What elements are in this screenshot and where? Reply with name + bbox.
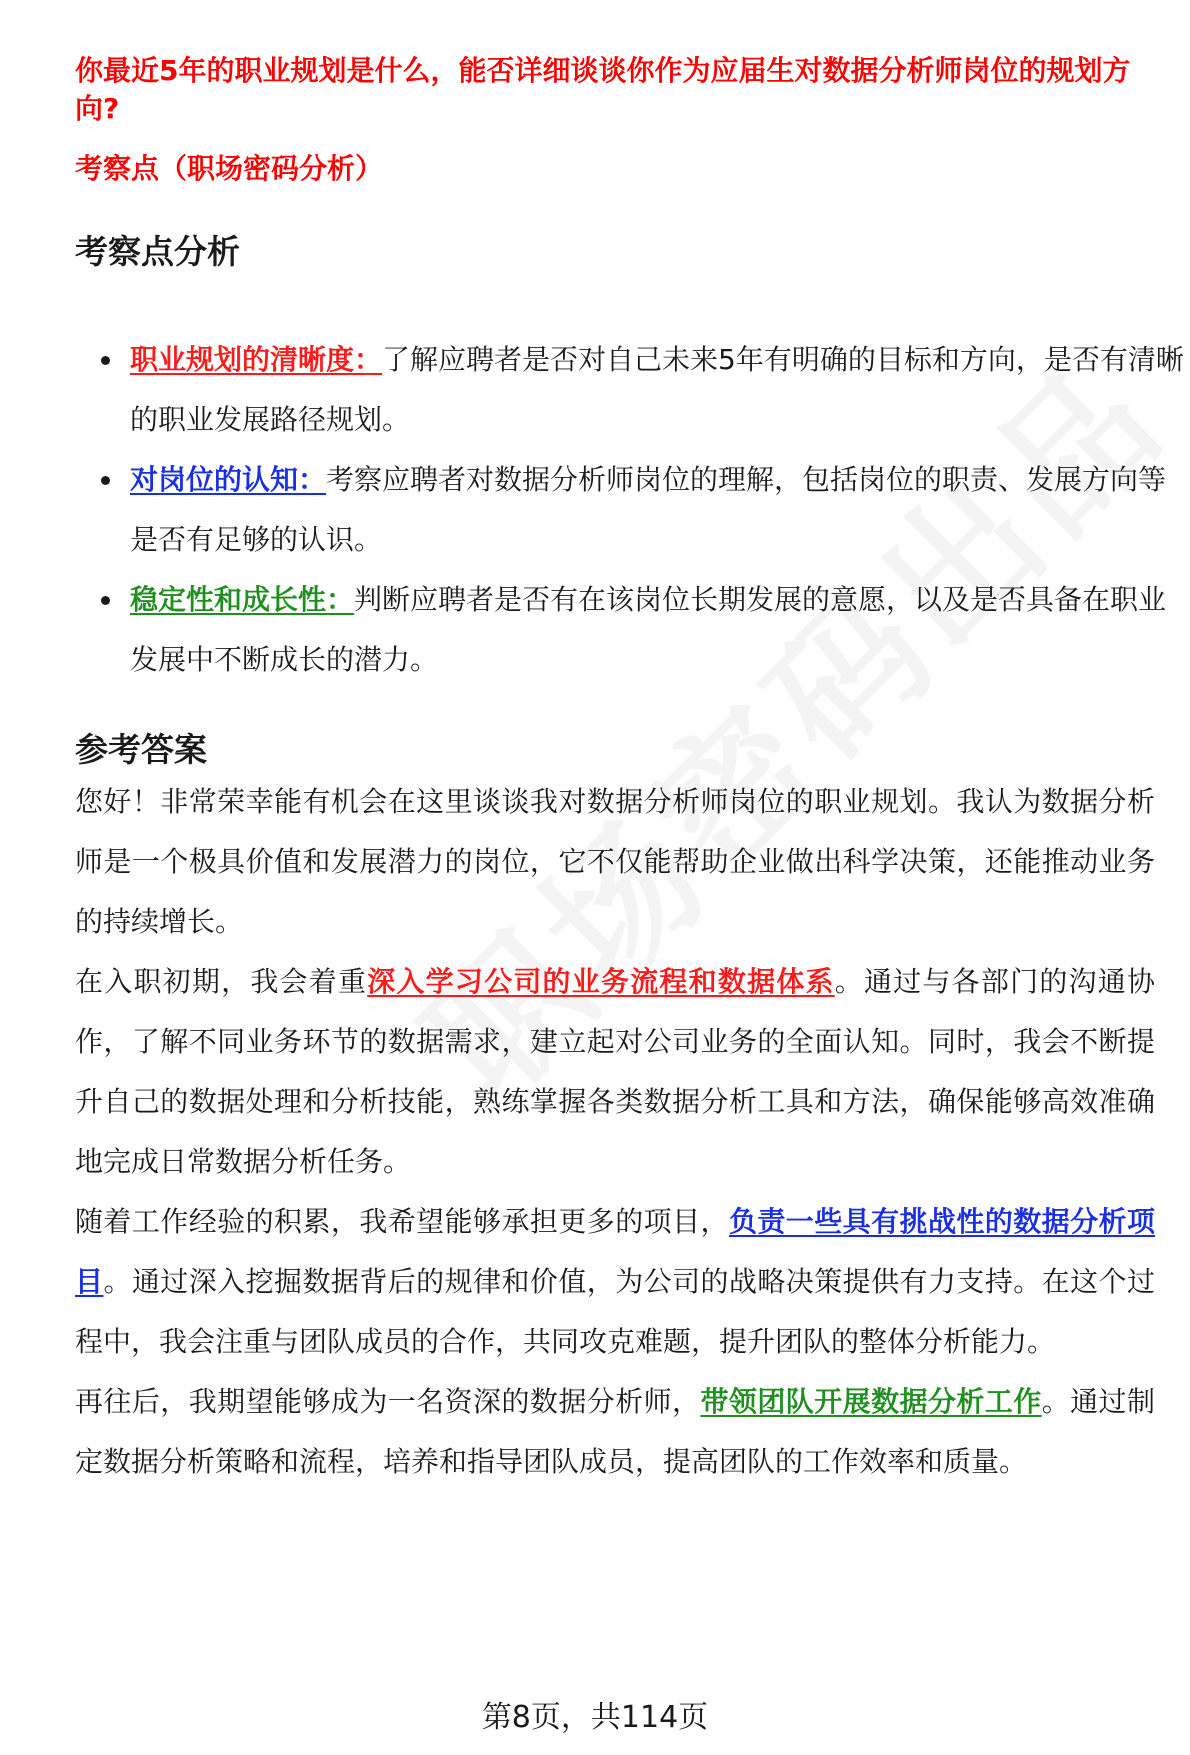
paragraph-text: 。通过与各部门的沟通协作，了解不同业务环节的数据需求，建立起对公司业务的全面认知。同时，我会不断提升自己的数据处理和分析技能，熟练掌握各类数据分析工具和方法，确保能够高效准确地完成日常数据分析任务。 [75,965,1155,1178]
question-title: 你最近5年的职业规划是什么，能否详细谈谈你作为应届生对数据分析师岗位的规划方向? [75,54,1131,125]
highlight-keyword: 带领团队开展数据分析工作 [700,1385,1042,1418]
answer-paragraph-3 [75,1192,1155,1372]
highlight-keyword: 深入学习公司的业务流程和数据体系 [367,965,835,998]
paragraph-text: 再往后，我期望能够成为一名资深的数据分析师， [75,1385,701,1418]
answer-paragraph-4 [75,1372,1155,1492]
analysis-points [75,330,1184,690]
analysis-point-2 [75,450,1190,570]
answer-heading: 参考答案 [75,730,207,769]
answer-paragraph-1: 您好！非常荣幸能有机会在这里谈谈我对数据分析师岗位的职业规划。我认为数据分析师是一个极具价值和发展潜力的岗位，它不仅能帮助企业做出科学决策，还能推动业务的持续增长。 [75,785,1155,938]
page-number: 第8页，共114页 [481,1700,709,1735]
point-keyword: 稳定性和成长性： [130,583,355,616]
document-content [75,52,1184,1492]
bullet-icon [101,476,110,485]
paragraph-text: 随着工作经验的积累，我希望能够承担更多的项目， [75,1205,729,1238]
bullet-icon [101,596,110,605]
answer-paragraph-2 [75,952,1155,1192]
point-text: 判断应聘者是否有在该岗位长期发展的意愿，以及是否具备在职业发展中不断成长的潜力。 [130,583,1167,676]
analysis-point-3 [75,570,1190,690]
point-text: 了解应聘者是否对自己未来5年有明确的目标和方向，是否有清晰的职业发展路径规划。 [130,343,1184,436]
paragraph-text: 。通过深入挖掘数据背后的规律和价值，为公司的战略决策提供有力支持。在这个过程中，我会注重与团队成员的合作，共同攻克难题，提升团队的整体分析能力。 [75,1265,1155,1358]
bullet-icon [101,356,110,365]
point-keyword: 对岗位的认知： [130,463,327,496]
analysis-heading: 考察点分析 [75,232,240,271]
point-keyword: 职业规划的清晰度： [130,343,383,376]
paragraph-text: 。通过制定数据分析策略和流程，培养和指导团队成员，提高团队的工作效率和质量。 [75,1385,1155,1478]
kcd-label: 考察点（职场密码分析） [75,152,384,185]
point-text: 考察应聘者对数据分析师岗位的理解，包括岗位的职责、发展方向等是否有足够的认识。 [130,463,1167,556]
highlight-keyword: 负责一些具有挑战性的数据分析项目 [75,1205,1155,1298]
paragraph-text: 在入职初期，我会着重 [75,965,368,998]
analysis-point-1 [75,330,1190,450]
